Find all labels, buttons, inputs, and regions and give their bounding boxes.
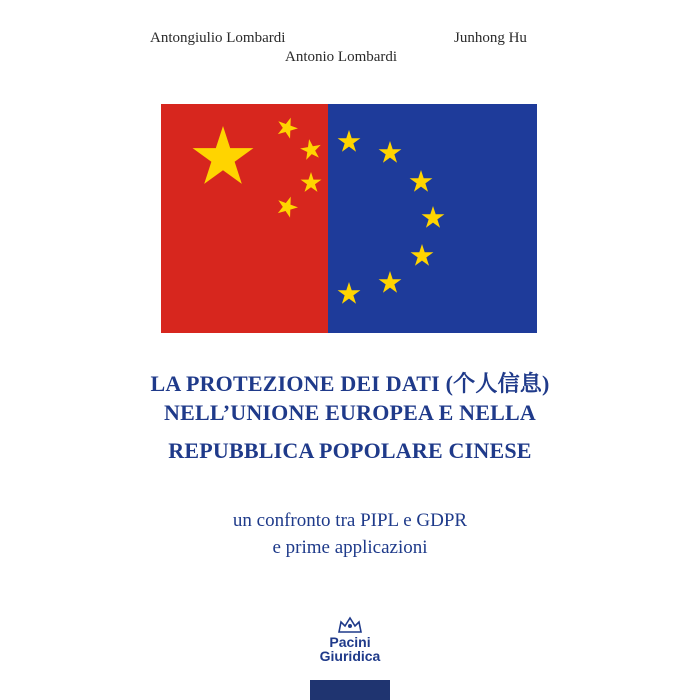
title-line-2: NELL’UNIONE EUROPEA E NELLA xyxy=(164,400,536,425)
publisher-name-line-2: Giuridica xyxy=(319,648,381,664)
china-flag-half xyxy=(161,104,328,333)
title-line-3: REPUBBLICA POPOLARE CINESE xyxy=(168,438,532,463)
subtitle-line-2: e prime applicazioni xyxy=(272,537,428,558)
author-antongiulio-lombardi: Antongiulio Lombardi xyxy=(150,30,286,46)
publisher-name-line-1: Pacini xyxy=(329,634,371,650)
author-junhong-hu: Junhong Hu xyxy=(454,30,527,46)
subtitle-line-1: un confronto tra PIPL e GDPR xyxy=(232,510,468,531)
author-antonio-lombardi: Antonio Lombardi xyxy=(285,49,398,65)
combined-china-eu-flag xyxy=(161,104,537,333)
title-line-1: LA PROTEZIONE DEI DATI (个人信息) xyxy=(150,371,550,396)
publisher-crest-icon xyxy=(337,616,363,634)
publisher-logo xyxy=(300,612,400,672)
bottom-color-bar xyxy=(310,680,390,700)
